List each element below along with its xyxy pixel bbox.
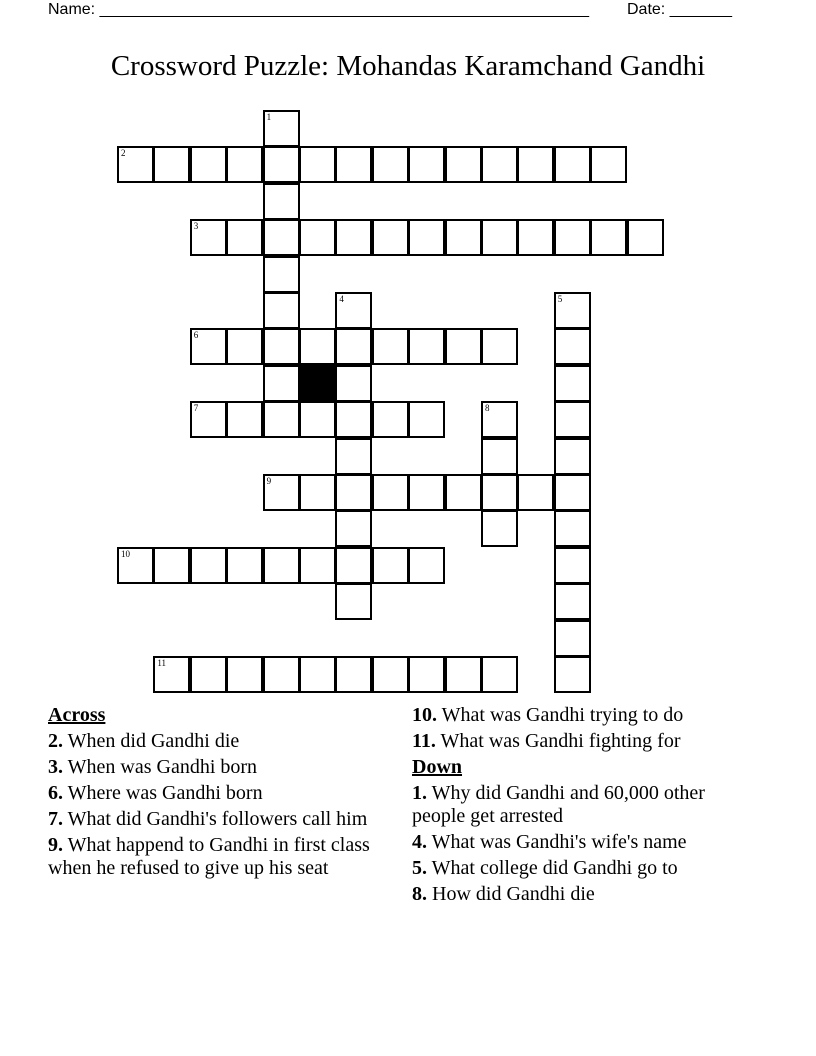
grid-cell — [226, 401, 263, 438]
clue-down-5 — [412, 857, 752, 880]
grid-cell — [408, 146, 445, 183]
grid-cell — [263, 401, 300, 438]
clue-text: When was Gandhi born — [67, 756, 258, 778]
grid-cell — [554, 583, 591, 620]
grid-cell — [554, 474, 591, 511]
grid-cell — [335, 438, 372, 475]
clue-text: What was Gandhi trying to do — [441, 704, 684, 726]
clue-number-label: 7 — [193, 403, 199, 414]
clues-column-left — [48, 704, 388, 883]
grid-cell — [263, 146, 300, 183]
grid-cell — [481, 474, 518, 511]
clue-text: What was Gandhi fighting for — [440, 730, 681, 752]
clue-number-label: 9 — [266, 476, 272, 486]
grid-cell — [517, 146, 554, 183]
grid-cell — [263, 110, 300, 147]
grid-cell — [445, 474, 482, 511]
clue-number: 8. — [412, 883, 427, 905]
grid-cell — [117, 547, 154, 584]
clue-number: 11. — [412, 730, 436, 752]
clue-across-7 — [48, 808, 388, 831]
clue-down-4 — [412, 831, 752, 854]
clue-number: 3. — [48, 756, 63, 778]
grid-cell — [263, 328, 300, 365]
grid-cell — [445, 146, 482, 183]
grid-cell — [590, 146, 627, 183]
grid-cell — [263, 183, 300, 220]
grid-cell — [263, 547, 300, 584]
grid-cell — [299, 328, 336, 365]
clue-across-2 — [48, 730, 388, 753]
grid-cell — [408, 656, 445, 693]
clue-number-label: 5 — [557, 294, 563, 304]
grid-cell — [372, 656, 409, 693]
clue-text: What was Gandhi's wife's name — [431, 831, 687, 853]
grid-cell — [335, 474, 372, 511]
clue-number: 9. — [48, 834, 63, 856]
grid-cell — [554, 219, 591, 256]
grid-cell — [517, 474, 554, 511]
clues-column-right — [412, 704, 752, 909]
grid-cell — [372, 328, 409, 365]
clue-number: 5. — [412, 857, 427, 879]
grid-cell — [408, 547, 445, 584]
clue-number-label: 4 — [339, 294, 344, 304]
grid-cell — [517, 219, 554, 256]
grid-cell — [335, 146, 372, 183]
grid-cell — [554, 292, 591, 329]
grid-cell — [408, 474, 445, 511]
grid-cell — [408, 328, 445, 365]
grid-cell — [554, 438, 591, 475]
grid-cell — [263, 365, 300, 402]
grid-cell — [481, 401, 518, 438]
date-field-label: Date: _______ — [627, 1, 732, 18]
grid-cell — [481, 656, 518, 693]
grid-cell — [190, 401, 227, 438]
grid-cell — [226, 146, 263, 183]
clue-text: What did Gandhi's followers call him — [67, 808, 368, 830]
grid-cell — [226, 219, 263, 256]
down-heading: Down — [412, 756, 463, 778]
page-title: Crossword Puzzle: Mohandas Karamchand Gandhi — [110, 50, 706, 82]
clue-across-11 — [412, 730, 752, 753]
grid-cell — [408, 219, 445, 256]
clue-number-label: 1 — [266, 112, 272, 122]
clue-text: What college did Gandhi go to — [431, 857, 678, 879]
grid-cell — [263, 474, 300, 511]
grid-cell — [299, 547, 336, 584]
grid-cell — [299, 474, 336, 511]
grid-cell — [263, 656, 300, 693]
grid-cell — [335, 365, 372, 402]
grid-cell — [335, 583, 372, 620]
clue-number: 4. — [412, 831, 427, 853]
clue-text: What happend to Gandhi in first class when he refused to give up his seat — [48, 834, 370, 879]
clue-across-9 — [48, 834, 388, 880]
grid-cell — [554, 328, 591, 365]
clue-number: 10. — [412, 704, 437, 726]
grid-cell — [226, 656, 263, 693]
grid-cell — [372, 219, 409, 256]
grid-cell — [153, 547, 190, 584]
grid-cell — [554, 365, 591, 402]
grid-cell — [627, 219, 664, 256]
clue-text: Why did Gandhi and 60,000 other people get arrested — [412, 782, 705, 827]
grid-cell — [445, 656, 482, 693]
grid-cell — [481, 438, 518, 475]
clue-text: How did Gandhi die — [432, 883, 595, 905]
clue-number: 2. — [48, 730, 63, 752]
grid-cell — [554, 547, 591, 584]
grid-cell — [263, 292, 300, 329]
grid-cell — [335, 656, 372, 693]
grid-cell — [263, 219, 300, 256]
name-field-label: Name: _______________________________________________________ — [48, 1, 589, 18]
grid-cell — [335, 547, 372, 584]
clue-across-3 — [48, 756, 388, 779]
black-cell — [299, 365, 336, 402]
grid-cell — [226, 328, 263, 365]
grid-cell — [190, 328, 227, 365]
grid-cell — [445, 219, 482, 256]
grid-cell — [372, 474, 409, 511]
grid-cell — [372, 146, 409, 183]
clue-number: 6. — [48, 782, 63, 804]
grid-cell — [190, 547, 227, 584]
clue-number-label: 6 — [193, 330, 199, 341]
grid-cell — [445, 328, 482, 365]
grid-cell — [299, 219, 336, 256]
clue-text: When did Gandhi die — [67, 730, 240, 752]
grid-cell — [335, 328, 372, 365]
grid-cell — [481, 510, 518, 547]
clue-number-label: 11 — [157, 658, 167, 668]
grid-cell — [190, 656, 227, 693]
grid-cell — [590, 219, 627, 256]
grid-cell — [481, 146, 518, 183]
grid-cell — [554, 146, 591, 183]
grid-cell — [372, 547, 409, 584]
grid-cell — [190, 146, 227, 183]
grid-cell — [299, 656, 336, 693]
clue-down-1 — [412, 782, 752, 828]
grid-cell — [335, 292, 372, 329]
grid-cell — [481, 219, 518, 256]
clue-text: Where was Gandhi born — [67, 782, 263, 804]
grid-cell — [372, 401, 409, 438]
clue-number: 1. — [412, 782, 427, 804]
clue-down-8 — [412, 883, 752, 906]
clue-number-label: 3 — [193, 221, 199, 232]
grid-cell — [554, 620, 591, 657]
grid-cell — [226, 547, 263, 584]
grid-cell — [554, 510, 591, 547]
grid-cell — [554, 401, 591, 438]
grid-cell — [335, 219, 372, 256]
grid-cell — [117, 146, 154, 183]
grid-cell — [153, 146, 190, 183]
grid-cell — [408, 401, 445, 438]
clue-number: 7. — [48, 808, 63, 830]
grid-cell — [554, 656, 591, 693]
grid-cell — [263, 256, 300, 293]
across-heading: Across — [48, 704, 106, 726]
grid-cell — [335, 401, 372, 438]
clue-across-10 — [412, 704, 752, 727]
grid-cell — [299, 401, 336, 438]
grid-cell — [190, 219, 227, 256]
clue-number-label: 8 — [485, 403, 490, 414]
clue-number-label: 10 — [121, 548, 130, 559]
clue-number-label: 2 — [121, 148, 126, 159]
clue-across-6 — [48, 782, 388, 805]
grid-cell — [335, 510, 372, 547]
grid-cell — [481, 328, 518, 365]
grid-cell — [153, 656, 190, 693]
grid-cell — [299, 146, 336, 183]
